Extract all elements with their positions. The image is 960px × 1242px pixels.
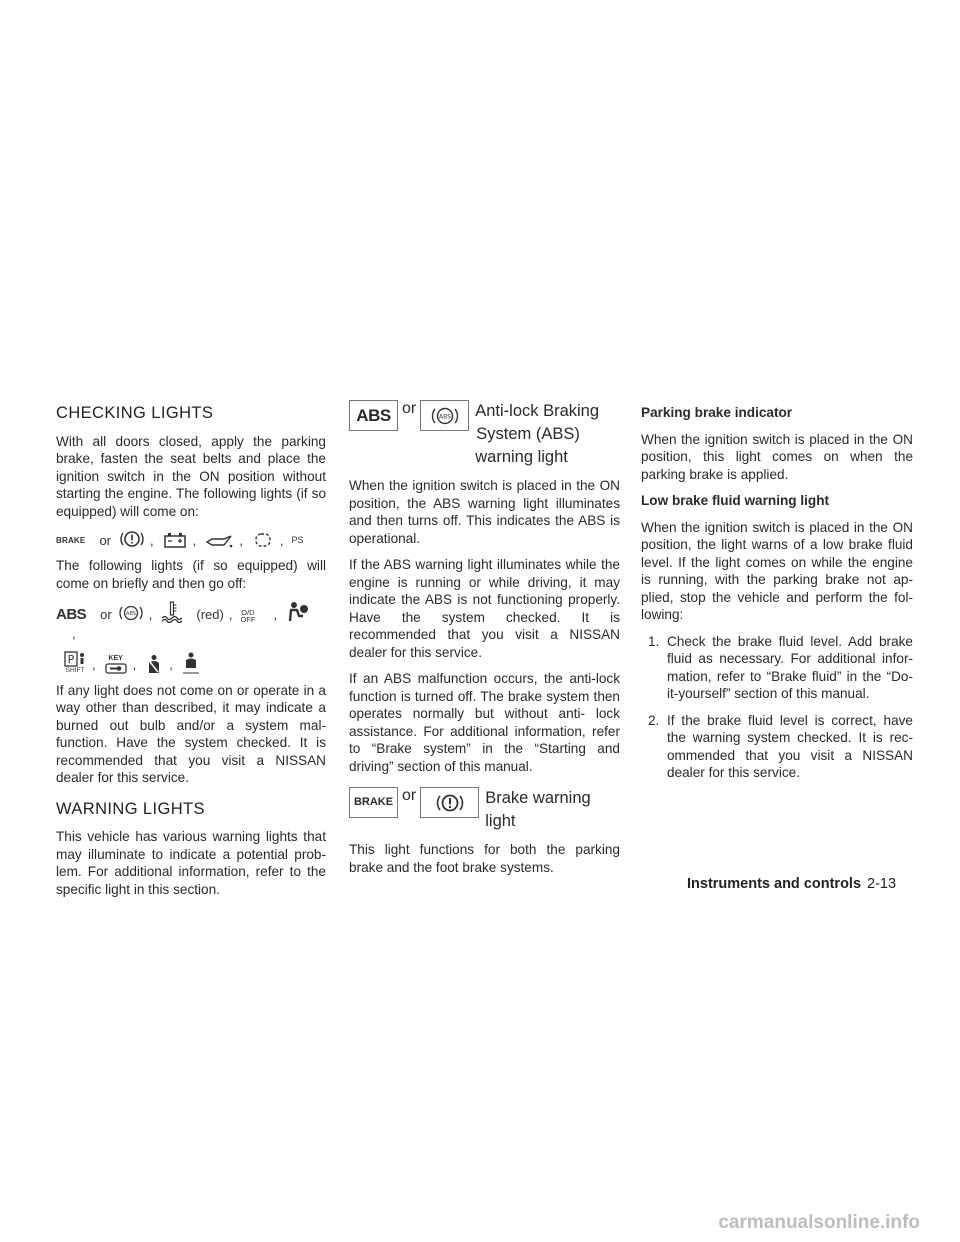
power-steering-icon: PS: [291, 534, 304, 545]
abs-text-icon: ABS: [56, 605, 87, 623]
low-fluid-steps: [641, 633, 913, 782]
warning-lights-heading: WARNING LIGHTS: [56, 799, 205, 818]
page-footer: [687, 876, 896, 892]
brake-box-icon: BRAKE: [349, 787, 398, 818]
footer-section-title: Instruments and controls: [687, 876, 862, 892]
watermark: carmanualsonline.info: [718, 1212, 920, 1233]
column-middle: [349, 400, 620, 885]
brake-circle-box-icon: [420, 787, 479, 818]
low-fluid-para: When the ignition switch is placed in the ON position, the light warns of a low brake fluid level. If the light comes on while the engine is running, with the parking brake not ap- plied, stop the vehicle and perform the fol- lowing:: [641, 519, 913, 622]
airbag-icon: [285, 601, 311, 623]
parking-brake-heading: Parking brake indicator: [641, 405, 793, 420]
icon-row-brief: ABS or ABS , (red) , O/D OFF , ,: [56, 601, 326, 643]
abs-para-3: If an ABS malfunction occurs, the anti-lock function is turned off. The brake system then operates normally but without anti- lock assistance. For additional information, refer to “Brake system” in the “Starting and driving” section of this manual.: [349, 671, 620, 774]
oil-pressure-icon: [204, 533, 234, 549]
or-label: or: [99, 532, 112, 548]
coolant-temperature-icon: [160, 601, 184, 623]
icon-row-on: BRAKE or , , , , PS: [56, 529, 326, 549]
brake-circle-icon: [119, 529, 145, 549]
page-number: 2-13: [867, 876, 897, 892]
abs-box-icon: ABS: [349, 400, 398, 431]
abs-para-2: If the ABS warning light illuminates while the engine is running or while driving, it may indicate the ABS is not functioning properly. Have the system checked. It is recommended that you visit a NISSAN dealer for this service.: [349, 557, 620, 660]
parking-brake-para: When the ignition switch is placed in the ON position, this light comes on when the parking brake is applied.: [641, 431, 913, 482]
checking-lights-heading: CHECKING LIGHTS: [56, 404, 214, 422]
abs-warning-title: Anti-lock Braking System (ABS) warning light: [475, 402, 600, 466]
icon-row-brief-2: P SHIFT , KEY , ,: [63, 651, 326, 674]
brake-warning-heading: BRAKE or Brake warning light: [349, 787, 620, 833]
low-fluid-heading: Low brake fluid warning light: [641, 493, 830, 508]
od-off-icon: O/D OFF: [240, 608, 256, 624]
svg-text:P: P: [67, 652, 75, 666]
svg-text:ABS: ABS: [125, 611, 136, 617]
battery-icon: [162, 531, 188, 549]
column-right: [641, 404, 913, 791]
brake-para-1: This light functions for both the parking brake and the foot brake systems.: [349, 842, 620, 875]
abs-circle-icon: [118, 603, 144, 623]
seat-belt-icon: [251, 531, 275, 549]
checking-lights-brief: The following lights (if so equipped) will come on briefly and then go off:: [56, 558, 326, 591]
checking-lights-intro: With all doors closed, apply the parking brake, fasten the seat belts and place the ignition switch in the ON position without starting the engine. The following lights (if so equipped) will come on:: [56, 433, 326, 519]
list-item: 1. Check the brake fluid level. Add brake fluid as necessary. For additional infor- mation, refer to “Brake fluid” in the “Do- it-yourself” section of this manual.: [648, 633, 913, 701]
brake-text-icon: BRAKE: [56, 535, 86, 545]
warning-lights-intro: This vehicle has various warning lights that may illuminate to indicate a potential prob- lem. For additional information, refer to the specific light in this section.: [56, 829, 326, 897]
abs-para-1: When the ignition switch is placed in the ON position, the ABS warning light illuminates and then turns off. This indicates the ABS is operational.: [349, 478, 620, 546]
svg-text:ABS: ABS: [438, 413, 451, 420]
brake-warning-title: Brake warning light: [485, 789, 591, 830]
column-left: [56, 400, 326, 907]
seat-belt-person-icon: [144, 654, 164, 674]
abs-circle-box-icon: [420, 400, 469, 431]
p-shift-icon: P SHIFT: [65, 652, 85, 674]
passenger-airbag-off-icon: [181, 652, 201, 674]
abs-warning-heading: ABS or ABS Anti-lock Braking System (ABS) warning light: [349, 400, 620, 469]
checking-lights-malfunction: If any light does not come on or operate in a way other than described, it may indicate a burned out bulb and/or a system mal- function. Have the system checked. It is recommended that you visit a NISSAN dealer for this service.: [56, 682, 326, 785]
list-item: 2. If the brake fluid level is correct, have the warning system checked. It is rec- ommended that you visit a NISSAN dealer for this service.: [648, 712, 913, 780]
key-icon: KEY: [104, 655, 128, 674]
